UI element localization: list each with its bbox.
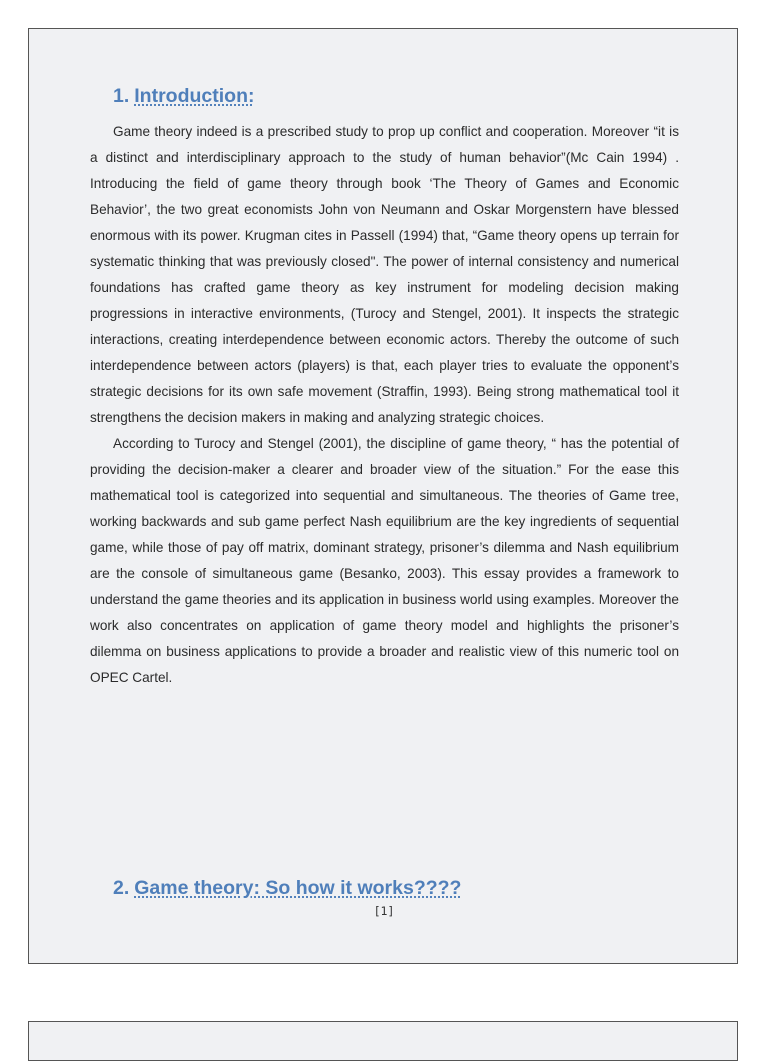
- section-title[interactable]: Game theory: So how it works????: [134, 877, 462, 899]
- section-title[interactable]: Introduction:: [134, 85, 255, 107]
- section-heading-game-theory: [113, 877, 461, 900]
- section-number: 1.: [113, 85, 130, 107]
- document-page: [28, 28, 738, 964]
- section-heading-introduction: [113, 85, 254, 108]
- page-number: [1]: [373, 904, 395, 918]
- next-page: [28, 1021, 738, 1061]
- paragraph-1: Game theory indeed is a prescribed study to prop up conflict and cooperation. Moreover “it is a distinct and interdisciplinary approach to the study of human behavior”(Mc Cain 1994) . Introducing the field of game theory through book ‘The Theory of Games and Economic Behavior’, the two great economists John von Neumann and Oskar Morgenstern have blessed enormous with its power. Krugman cites in Passell (1994) that, “Game theory opens up terrain for systematic thinking that was previously closed". The power of internal consistency and numerical foundations has crafted game theory as key instrument for modeling decision making progressions in interactive environments, (Turocy and Stengel, 2001). It inspects the strategic interactions, creating interdependence between economic actors. Thereby the outcome of such interdependence between actors (players) is that, each player tries to evaluate the opponent’s strategic decisions for its own safe movement (Straffin, 1993). Being strong mathematical tool it strengthens the decision makers in making and analyzing strategic choices.: [90, 124, 679, 425]
- body-text: [90, 119, 679, 691]
- paragraph-2: According to Turocy and Stengel (2001), the discipline of game theory, “ has the potential of providing the decision-maker a clearer and broader view of the situation.” For the ease this mathematical tool is categorized into sequential and simultaneous. The theories of Game tree, working backwards and sub game perfect Nash equilibrium are the key ingredients of sequential game, while those of pay off matrix, dominant strategy, prisoner’s dilemma and Nash equilibrium are the console of simultaneous game (Besanko, 2003). This essay provides a framework to understand the game theories and its application in business world using examples. Moreover the work also concentrates on application of game theory model and highlights the prisoner’s dilemma on business applications to provide a broader and realistic view of this numeric tool on OPEC Cartel.: [90, 436, 679, 685]
- section-number: 2.: [113, 877, 130, 899]
